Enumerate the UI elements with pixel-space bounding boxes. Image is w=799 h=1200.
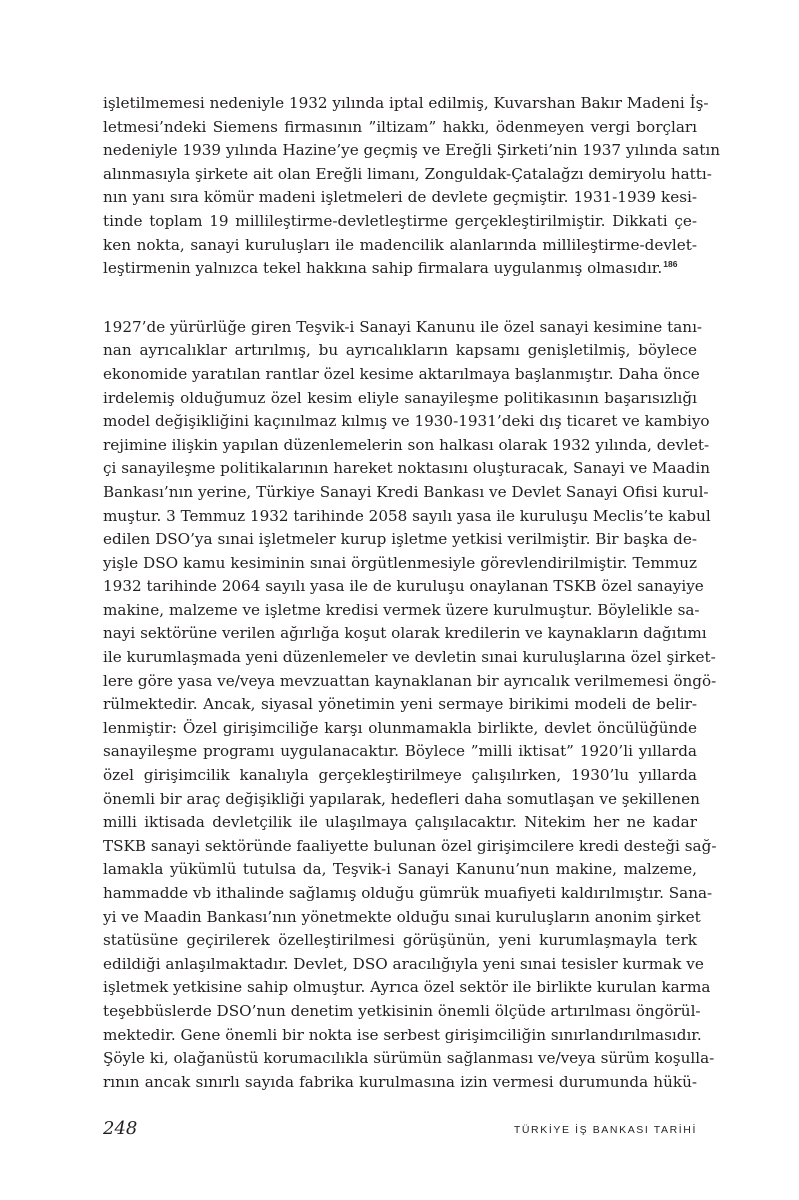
text-line: rejimine ilişkin yapılan düzenlemelerin son halkası olarak 1932 yılında, devlet- — [103, 435, 710, 454]
text-line: ile kurumlaşmada yeni düzenlemeler ve devletin sınai kuruluşlarına özel şirket- — [103, 648, 716, 667]
text-line: rının ancak sınırlı sayıda fabrika kurulmasına izin vermesi durumunda hükü- — [103, 1072, 697, 1091]
text-line: nın yanı sıra kömür madeni işletmeleri de devlete geçmiştir. 1931-1939 kesi- — [103, 188, 697, 207]
text-line: ekonomide yaratılan rantlar özel kesime aktarılmaya başlanmıştır. Daha önce — [103, 364, 700, 383]
text-line: alınmasıyla şirkete ait olan Ereğli limanı, Zonguldak-Çatalağzı demiryolu hattı- — [103, 164, 712, 183]
text-line: nan ayrıcalıklar artırılmış, bu ayrıcalıkların kapsamı genişletilmiş, böylece — [103, 341, 697, 360]
paragraph-2 — [103, 316, 717, 1095]
text-line: statüsüne geçirilerek özelleştirilmesi görüşünün, yeni kurumlaşmayla terk — [103, 931, 697, 950]
text-line: yi ve Maadin Bankası’nın yönetmekte olduğu sınai kuruluşların anonim şirket — [103, 907, 701, 926]
page-body — [103, 92, 720, 1094]
text-line: tinde toplam 19 millileştirme-devletleştirme gerçekleştirilmiştir. Dikkati çe- — [103, 211, 697, 230]
text-line: nayi sektörüne verilen ağırlığa koşut olarak kredilerin ve kaynakların dağıtımı — [103, 624, 707, 643]
text-line: lere göre yasa ve/veya mevzuattan kaynaklanan bir ayrıcalık verilmemesi öngö- — [103, 671, 717, 690]
text-line: makine, malzeme ve işletme kredisi vermek üzere kurulmuştur. Böylelikle sa- — [103, 600, 700, 619]
paragraph-spacer — [103, 281, 697, 316]
text-line: leştirmenin yalnızca tekel hakkına sahip firmalara uygulanmış olmasıdır. — [103, 259, 663, 278]
text-line: işletmek yetkisine sahip olmuştur. Ayrıca özel sektör ile birlikte kurulan karma — [103, 978, 711, 997]
text-line: model değişikliğini kaçınılmaz kılmış ve 1930-1931’deki dış ticaret ve kambiyo — [103, 412, 710, 431]
text-line: sanayileşme programı uygulanacaktır. Böylece ”milli iktisat” 1920’li yıllarda — [103, 742, 697, 761]
page-footer — [103, 1118, 697, 1148]
text-line: letmesi’ndeki Siemens firmasının ”iltizam” hakkı, ödenmeyen vergi borçları — [103, 117, 697, 136]
text-line: milli iktisada devletçilik ile ulaşılmaya çalışılacaktır. Nitekim her ne kadar — [103, 813, 697, 832]
text-line: teşebbüslerde DSO’nun denetim yetkisinin önemli ölçüde artırılması öngörül- — [103, 1001, 701, 1020]
text-line-with-footnote — [103, 257, 697, 281]
text-line: yişle DSO kamu kesiminin sınai örgütlenmesiyle görevlendirilmiştir. Temmuz — [103, 553, 697, 572]
footnote-reference[interactable]: 186 — [663, 259, 678, 270]
text-line: edilen DSO’ya sınai işletmeler kurup işletme yetkisi verilmiştir. Bir başka de- — [103, 530, 697, 549]
text-line: 1927’de yürürlüğe giren Teşvik-i Sanayi Kanunu ile özel sanayi kesimine tanı- — [103, 317, 703, 336]
text-line: muştur. 3 Temmuz 1932 tarihinde 2058 sayılı yasa ile kuruluşu Meclis’te kabul — [103, 506, 711, 525]
text-line: işletilmemesi nedeniyle 1932 yılında iptal edilmiş, Kuvarshan Bakır Madeni İş- — [103, 94, 709, 112]
page-number: 248 — [103, 1118, 138, 1139]
text-line: nedeniyle 1939 yılında Hazine’ye geçmiş ve Ereğli Şirketi’nin 1937 yılında satın — [103, 141, 720, 160]
text-line: Bankası’nın yerine, Türkiye Sanayi Kredi Bankası ve Devlet Sanayi Ofisi kurul- — [103, 482, 709, 501]
text-line: TSKB sanayi sektöründe faaliyette bulunan özel girişimcilere kredi desteği sağ- — [103, 836, 717, 855]
running-title: TÜRKİYE İŞ BANKASI TARİHİ — [513, 1124, 697, 1136]
text-line: irdelemiş olduğumuz özel kesim eliyle sanayileşme politikasının başarısızlığı — [103, 388, 697, 407]
text-line: 1932 tarihinde 2064 sayılı yasa ile de kuruluşu onaylanan TSKB özel sanayiye — [103, 577, 704, 596]
text-line: edildiği anlaşılmaktadır. Devlet, DSO aracılığıyla yeni sınai tesisler kurmak ve — [103, 954, 704, 973]
text-line: lenmiştir: Özel girişimciliğe karşı olunmamakla birlikte, devlet öncülüğünde — [103, 718, 697, 737]
text-line: çi sanayileşme politikalarının hareket noktasını oluşturacak, Sanayi ve Maadin — [103, 459, 711, 478]
paragraph-1 — [103, 92, 720, 281]
text-line: Şöyle ki, olağanüstü korumacılıkla sürümün sağlanması ve/veya sürüm koşulla- — [103, 1049, 715, 1068]
text-line: önemli bir araç değişikliği yapılarak, hedefleri daha somutlaşan ve şekillenen — [103, 789, 700, 808]
text-line: hammadde vb ithalinde sağlamış olduğu gümrük muafiyeti kaldırılmıştır. Sana- — [103, 884, 713, 902]
text-line: ken nokta, sanayi kuruluşları ile madencilik alanlarında millileştirme-devlet- — [103, 235, 697, 254]
text-line: lamakla yükümlü tutulsa da, Teşvik-i Sanayi Kanunu’nun makine, malzeme, — [103, 860, 697, 879]
text-line: mektedir. Gene önemli bir nokta ise serbest girişimciliğin sınırlandırılmasıdır. — [103, 1025, 702, 1044]
text-line: rülmektedir. Ancak, siyasal yönetimin yeni sermaye birikimi modeli de belir- — [103, 695, 697, 714]
text-line: özel girişimcilik kanalıyla gerçekleştirilmeye çalışılırken, 1930’lu yıllarda — [103, 766, 697, 785]
